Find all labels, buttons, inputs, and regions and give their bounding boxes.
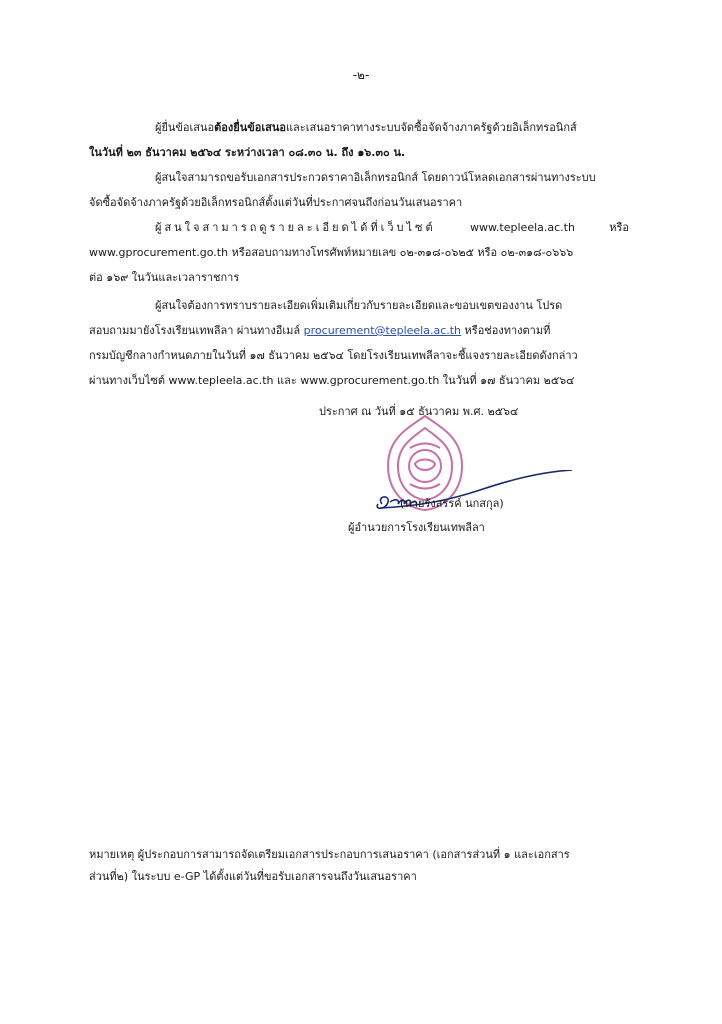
- announcement-date: ประกาศ ณ วันที่ ๑๕ ธันวาคม พ.ศ. ๒๕๖๔: [319, 405, 519, 418]
- note-line1: หมายเหตุ ผู้ประกอบการสามารถจัดเตรียมเอกสารประกอบการเสนอราคา (เอกสารส่วนที่ ๑ และเอกสาร: [89, 848, 570, 861]
- paragraph-details-l3: กรมบัญชีกลางกำหนดภายในวันที่ ๑๗ ธันวาคม ๒๕๖๔ โดยโรงเรียนเทพลีลาจะชี้แจงรายละเอียดดังกล่าว: [89, 349, 578, 362]
- signer-position: ผู้อำนวยการโรงเรียนเทพลีลา: [348, 521, 485, 534]
- paragraph-website-l1: [89, 217, 629, 239]
- signature: [360, 470, 580, 560]
- paragraph-download-l2: จัดซื้อจัดจ้างภาครัฐด้วยอิเล็กทรอนิกส์ตั้งแต่วันที่ประกาศจนถึงก่อนวันเสนอราคา: [89, 196, 463, 209]
- p4-before: สอบถามมายังโรงเรียนเทพลีลา ผ่านทางอีเมล์: [89, 324, 301, 337]
- note-line2: ส่วนที่๒) ในระบบ e-GP ได้ตั้งแต่วันที่ขอรับเอกสารจนถึงวันเสนอราคา: [89, 870, 417, 883]
- paragraph-download-l1: ผู้สนใจสามารถขอรับเอกสารประกวดราคาอิเล็กทรอนิกส์ โดยดาวน์โหลดเอกสารผ่านทางระบบ: [155, 171, 596, 184]
- p3-text: ผู้สนใจสามารถดูรายละเอียดได้ที่เว็บไซต์: [155, 221, 436, 234]
- paragraph-details-l4: ผ่านทางเว็บไซต์ www.tepleela.ac.th และ www.gprocurement.go.th ในวันที่ ๑๗ ธันวาคม ๒๕๖๔: [89, 374, 575, 387]
- footnote: [89, 844, 639, 888]
- signer-name: (นายรังสรรค์ นกสกุล): [400, 497, 504, 510]
- p1-bold: ต้องยื่นข้อเสนอ: [214, 121, 286, 134]
- submission-date: ในวันที่ ๒๓ ธันวาคม ๒๕๖๔ ระหว่างเวลา ๐๘.๓๐ น. ถึง ๑๖.๓๐ น.: [89, 146, 406, 159]
- p1-lead: ผู้ยื่นข้อเสนอ: [155, 121, 215, 134]
- p3-end: หรือ: [609, 221, 630, 234]
- email-link[interactable]: procurement@tepleela.ac.th: [303, 324, 462, 337]
- document-body: [89, 117, 629, 395]
- page-number: -๒-: [352, 68, 370, 82]
- p4-after: หรือช่องทางตามที่: [464, 324, 551, 337]
- paragraph-details-l1: ผู้สนใจต้องการทราบรายละเอียดเพิ่มเติมเกี่ยวกับรายละเอียดและขอบเขตของงาน โปรด: [155, 299, 563, 312]
- paragraph-details-l2: [89, 320, 629, 342]
- paragraph-submission: [89, 117, 629, 139]
- p1-rest: และเสนอราคาทางระบบจัดซื้อจัดจ้างภาครัฐด้วยอิเล็กทรอนิกส์: [285, 121, 577, 134]
- p3-site1: www.tepleela.ac.th: [469, 221, 575, 234]
- paragraph-website-l3: ต่อ ๑๖๙ ในวันและเวลาราชการ: [89, 271, 240, 284]
- paragraph-website-l2: www.gprocurement.go.th หรือสอบถามทางโทรศัพท์หมายเลข ๐๒-๓๑๘-๐๖๒๕ หรือ ๐๒-๓๑๘-๐๖๖๖: [89, 246, 574, 259]
